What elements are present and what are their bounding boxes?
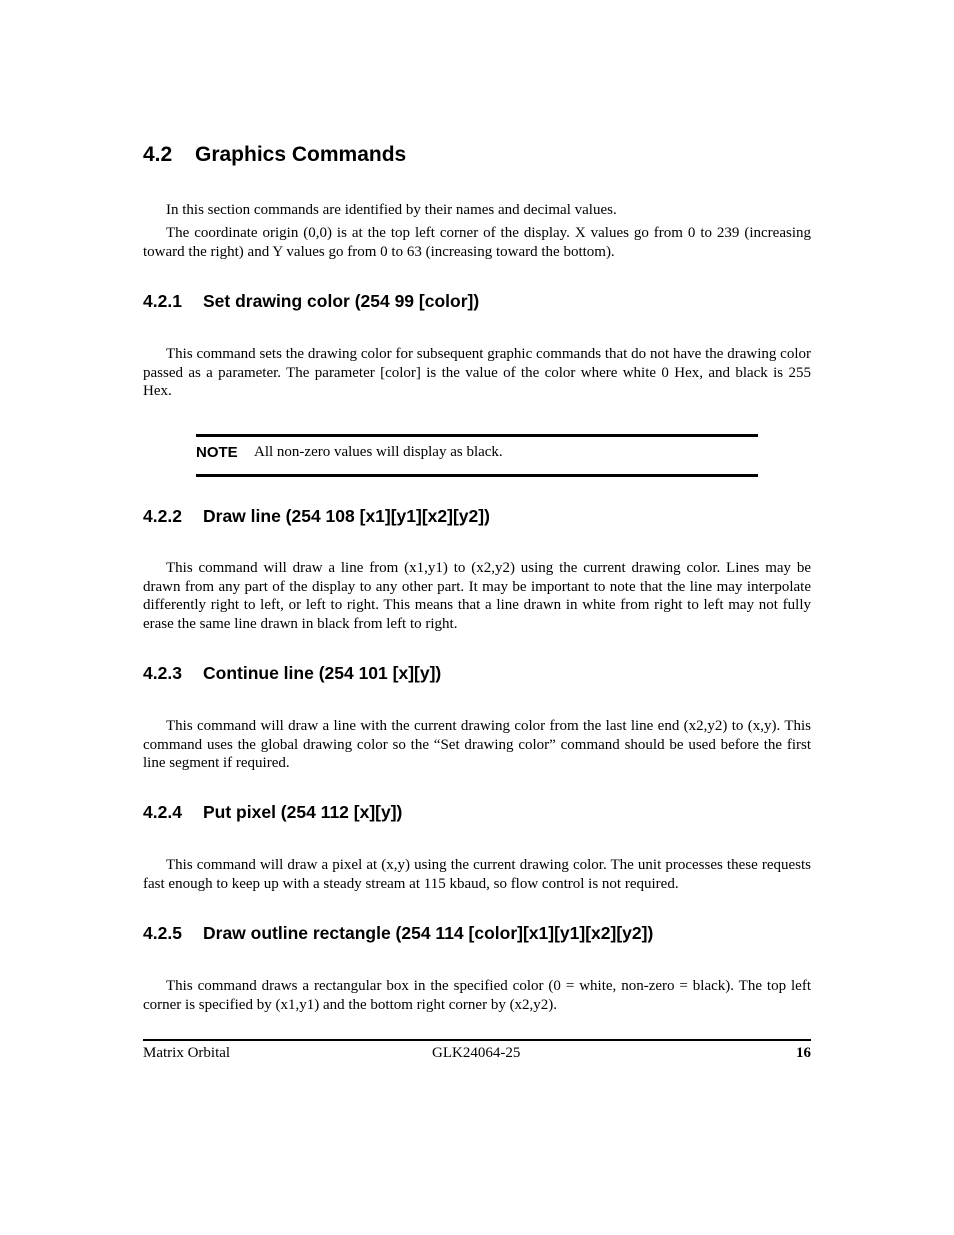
intro-paragraph-2: The coordinate origin (0,0) is at the top left corner of the display. X values go from 0 to 239 (increasing toward the right) and Y values go from 0 to 63 (increasing toward the bottom).	[143, 225, 811, 260]
intro-paragraph-1: In this section commands are identified by their names and decimal values.	[166, 202, 617, 218]
subsection-number: 4.2.3	[143, 663, 182, 683]
subsection-title: Draw line (254 108 [x1][y1][x2][y2])	[203, 506, 490, 526]
note-box	[196, 434, 758, 477]
footer-rule	[143, 1039, 811, 1041]
section-title: Graphics Commands	[195, 143, 407, 166]
subsection-body-4-2-3: This command will draw a line with the current drawing color from the last line end (x2,y2) to (x,y). This command uses the global drawing color so the “Set drawing color” command should be used before the first line segment if required.	[143, 718, 811, 772]
subsection-heading-4-2-3	[143, 663, 441, 684]
subsection-body-4-2-2: This command will draw a line from (x1,y1) to (x2,y2) using the current drawing color. Lines may be drawn from any part of the display to any other part. It may be important to note that the line may interpolate differently right to left, or left to right. This means that a line drawn in white from right to left may not fully erase the same line drawn in black from left to right.	[143, 560, 811, 633]
subsection-title: Set drawing color (254 99 [color])	[203, 291, 480, 311]
subsection-number: 4.2.2	[143, 506, 182, 526]
subsection-body-4-2-1: This command sets the drawing color for subsequent graphic commands that do not have the drawing color passed as a parameter. The parameter [color] is the value of the color where white 0 Hex, and black is 255 Hex.	[143, 346, 811, 400]
note-label: NOTE	[196, 444, 238, 461]
subsection-body-4-2-4: This command will draw a pixel at (x,y) using the current drawing color. The unit processes these requests fast enough to keep up with a steady stream at 115 kbaud, so flow control is not required.	[143, 857, 811, 892]
footer-company: Matrix Orbital	[143, 1045, 231, 1061]
subsection-body-4-2-5: This command draws a rectangular box in the specified color (0 = white, non-zero = black). The top left corner is specified by (x1,y1) and the bottom right corner by (x2,y2).	[143, 978, 811, 1013]
subsection-title: Continue line (254 101 [x][y])	[203, 663, 442, 683]
subsection-heading-4-2-2	[143, 506, 490, 527]
subsection-heading-4-2-4	[143, 802, 402, 823]
footer-model: GLK24064-25	[432, 1045, 521, 1061]
subsection-title: Draw outline rectangle (254 114 [color][x1][y1][x2][y2])	[203, 923, 654, 943]
section-heading	[143, 143, 406, 167]
page-number: 16	[796, 1045, 811, 1061]
subsection-number: 4.2.1	[143, 291, 182, 311]
subsection-title: Put pixel (254 112 [x][y])	[203, 802, 403, 822]
subsection-heading-4-2-5	[143, 923, 653, 944]
subsection-number: 4.2.5	[143, 923, 182, 943]
subsection-heading-4-2-1	[143, 291, 479, 312]
document-page	[143, 0, 811, 1235]
section-number: 4.2	[143, 143, 173, 166]
subsection-number: 4.2.4	[143, 802, 182, 822]
note-text: All non-zero values will display as black.	[254, 444, 503, 460]
